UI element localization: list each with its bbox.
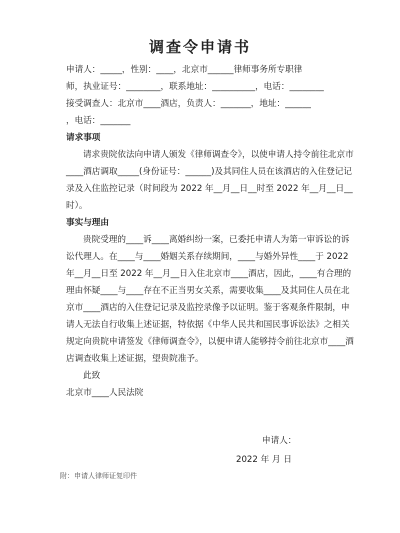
closing-salutation: 此致 [83,371,101,381]
footer-note: 附：申请人律师证复印件 [60,472,137,480]
investigated-party-line-1: 接受调查人：北京市____酒店，负责人：_______，地址：______ [66,99,311,109]
investigated-party-line-2: ，电话：_______ [66,116,131,126]
court-addressee: 北京市____人民法院 [66,388,144,398]
request-body: 请求贵院依法向申请人颁发《律师调查令》，以使申请人持令前往北京市____酒店调取_____(身份证号：______)及其同住人员在该酒店的入住登记记录及入住监控记录（时间段为 2022 年__月__日__时至 2022 年__月__日__时）。 [66,150,354,211]
document-title: 调查令申请书 [148,38,251,56]
applicant-info-line-1: 申请人：_____，性别：____，北京市______律师事务所专职律 [66,65,303,75]
document-body [66,62,356,402]
facts-body: 贵院受理的____诉____离婚纠纷一案，已委托申请人为第一审诉讼的诉讼代理人。在____与____婚姻关系存续期间，____与婚外异性____于 2022 年__月__日至 2022 年__月__日入住北京市____酒店，因此，____有合理的理由怀疑____与____存在不正当男女关系，需要收集____及其同住人员在北京市____酒店的入住登记记录及监控录像予以证明。鉴于客观条件限制，申请人无法自行收集上述证据，特依据《中华人民共和国民事诉讼法》之相关规定向贵院申请签发《律师调查令》，以便申请人能够持令前往北京市____酒店调查收集上述证据，望贵院准予。 [66,235,354,364]
signature-label: 申请人： [262,436,297,446]
applicant-info-line-2: 师，执业证号：________，联系地址：__________，电话：________ [66,82,324,92]
request-heading: 请求事项 [66,133,101,143]
signature-date: 2022 年 月 日 [236,455,292,465]
facts-heading: 事实与理由 [66,218,109,228]
